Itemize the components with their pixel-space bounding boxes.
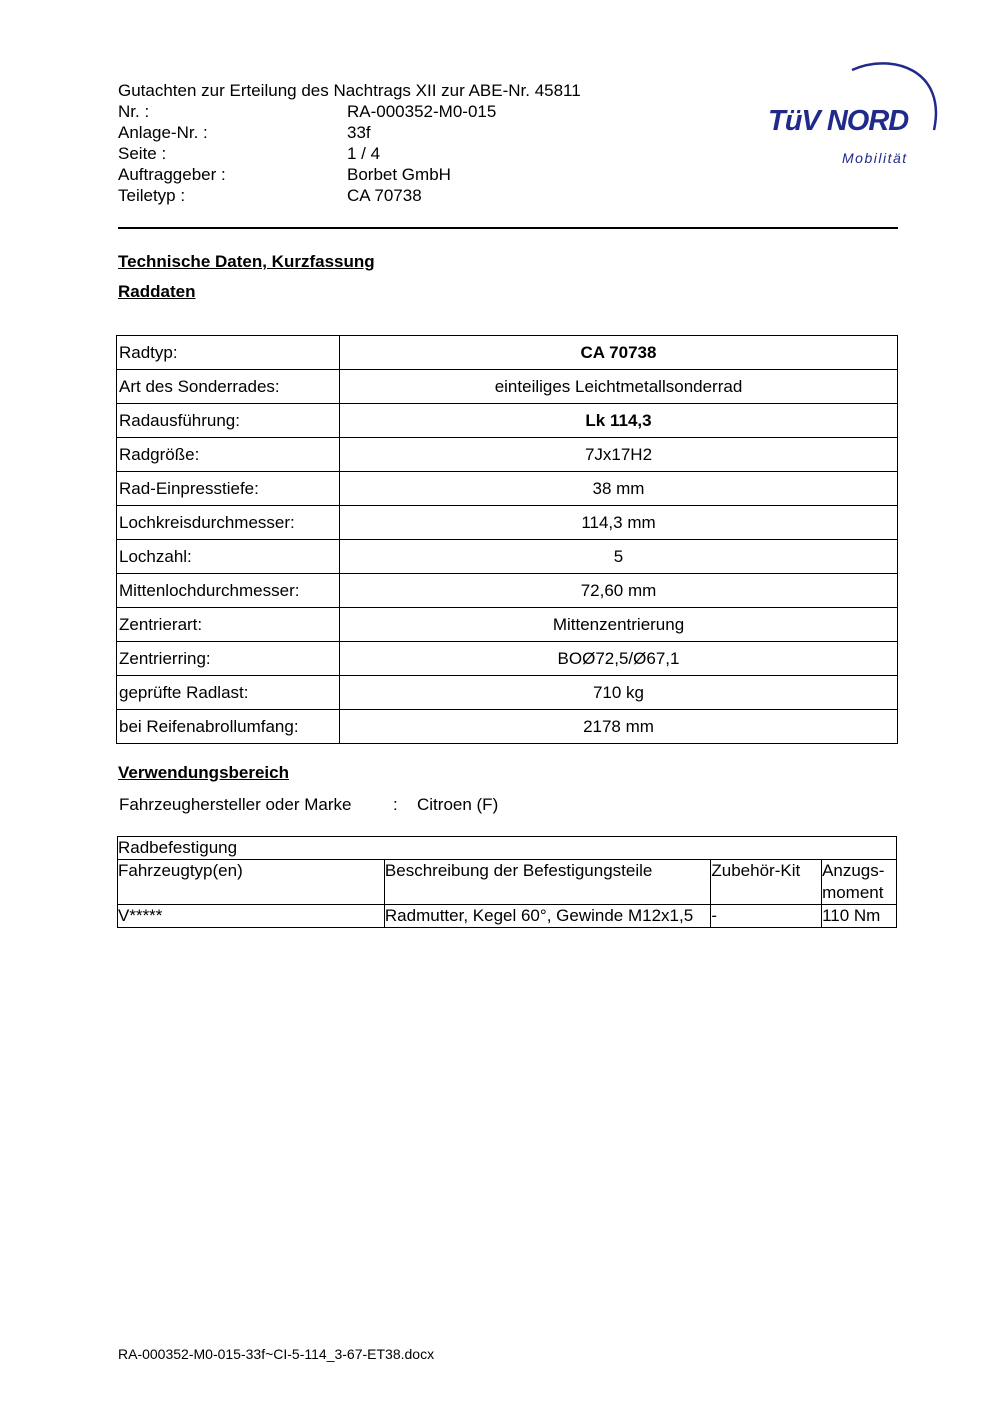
table-row	[117, 370, 898, 404]
wheel-label: Lochkreisdurchmesser:	[117, 506, 340, 540]
footer-filename: RA-000352-M0-015-33f~CI-5-114_3-67-ET38.docx	[118, 1346, 435, 1362]
wheel-value: CA 70738	[340, 336, 898, 370]
fixing-header-cell: Fahrzeugtyp(en)	[118, 860, 385, 905]
fixing-table	[117, 836, 897, 928]
meta-row	[118, 164, 581, 185]
meta-label: Seite :	[118, 144, 167, 163]
wheel-value: einteiliges Leichtmetallsonderrad	[340, 370, 898, 404]
fixing-cell: -	[711, 905, 822, 928]
meta-value: Borbet GmbH	[347, 165, 451, 184]
maker-row	[119, 795, 498, 815]
wheel-value: 38 mm	[340, 472, 898, 506]
wheel-label: Zentrierring:	[117, 642, 340, 676]
header-divider	[118, 227, 898, 229]
meta-row	[118, 101, 581, 122]
table-row	[117, 608, 898, 642]
fixing-header-row	[118, 860, 897, 905]
meta-row	[118, 185, 581, 206]
meta-label: Teiletyp :	[118, 186, 186, 205]
wheel-data-table	[116, 335, 898, 744]
wheel-value: 710 kg	[340, 676, 898, 710]
wheel-label: Mittenlochdurchmesser:	[117, 574, 340, 608]
table-row	[117, 336, 898, 370]
table-row	[117, 540, 898, 574]
wheel-value: 114,3 mm	[340, 506, 898, 540]
maker-value: Citroen (F)	[417, 795, 499, 814]
table-row	[117, 574, 898, 608]
wheel-label: bei Reifenabrollumfang:	[117, 710, 340, 744]
wheel-label: Art des Sonderrades:	[117, 370, 340, 404]
document-header	[118, 80, 581, 206]
meta-row	[118, 122, 581, 143]
fixing-header-cell: Zubehör-Kit	[711, 860, 822, 905]
wheel-value: BOØ72,5/Ø67,1	[340, 642, 898, 676]
meta-row	[118, 143, 581, 164]
wheel-label: geprüfte Radlast:	[117, 676, 340, 710]
maker-label: Fahrzeughersteller oder Marke	[119, 795, 352, 814]
wheel-value: 5	[340, 540, 898, 574]
meta-value: CA 70738	[347, 186, 422, 205]
table-row	[118, 905, 897, 928]
wheel-label: Radausführung:	[117, 404, 340, 438]
table-row	[117, 642, 898, 676]
table-row	[117, 506, 898, 540]
section-subtitle: Raddaten	[118, 282, 196, 301]
fixing-cell: 110 Nm	[822, 905, 897, 928]
wheel-value: 72,60 mm	[340, 574, 898, 608]
fixing-header-cell: Anzugs- moment	[822, 860, 897, 905]
fixing-cell: V*****	[118, 905, 385, 928]
wheel-value: Lk 114,3	[340, 404, 898, 438]
report-title: Gutachten zur Erteilung des Nachtrags XII zur ABE-Nr. 45811	[118, 81, 581, 100]
maker-separator: :	[393, 795, 398, 814]
meta-label: Auftraggeber :	[118, 165, 226, 184]
wheel-value: 2178 mm	[340, 710, 898, 744]
section-title: Technische Daten, Kurzfassung	[118, 252, 375, 271]
fixing-cell: Radmutter, Kegel 60°, Gewinde M12x1,5	[384, 905, 710, 928]
meta-value: 33f	[347, 123, 371, 142]
logo-name: TüV NORD	[768, 105, 909, 137]
fixing-header-cell: Beschreibung der Befestigungsteile	[384, 860, 710, 905]
meta-value: RA-000352-M0-015	[347, 102, 497, 121]
meta-label: Nr. :	[118, 102, 150, 121]
wheel-value: 7Jx17H2	[340, 438, 898, 472]
table-row	[117, 438, 898, 472]
meta-label: Anlage-Nr. :	[118, 123, 208, 142]
wheel-label: Rad-Einpresstiefe:	[117, 472, 340, 506]
wheel-label: Radtyp:	[117, 336, 340, 370]
wheel-label: Radgröße:	[117, 438, 340, 472]
table-row	[117, 676, 898, 710]
table-row	[117, 472, 898, 506]
usage-title: Verwendungsbereich	[118, 763, 289, 782]
logo-subtitle: Mobilität	[842, 150, 908, 166]
fixing-title: Radbefestigung	[118, 837, 897, 860]
meta-rows	[118, 101, 581, 206]
table-row	[117, 404, 898, 438]
wheel-label: Lochzahl:	[117, 540, 340, 574]
wheel-label: Zentrierart:	[117, 608, 340, 642]
meta-value: 1 / 4	[347, 144, 381, 163]
table-row	[117, 710, 898, 744]
wheel-value: Mittenzentrierung	[340, 608, 898, 642]
